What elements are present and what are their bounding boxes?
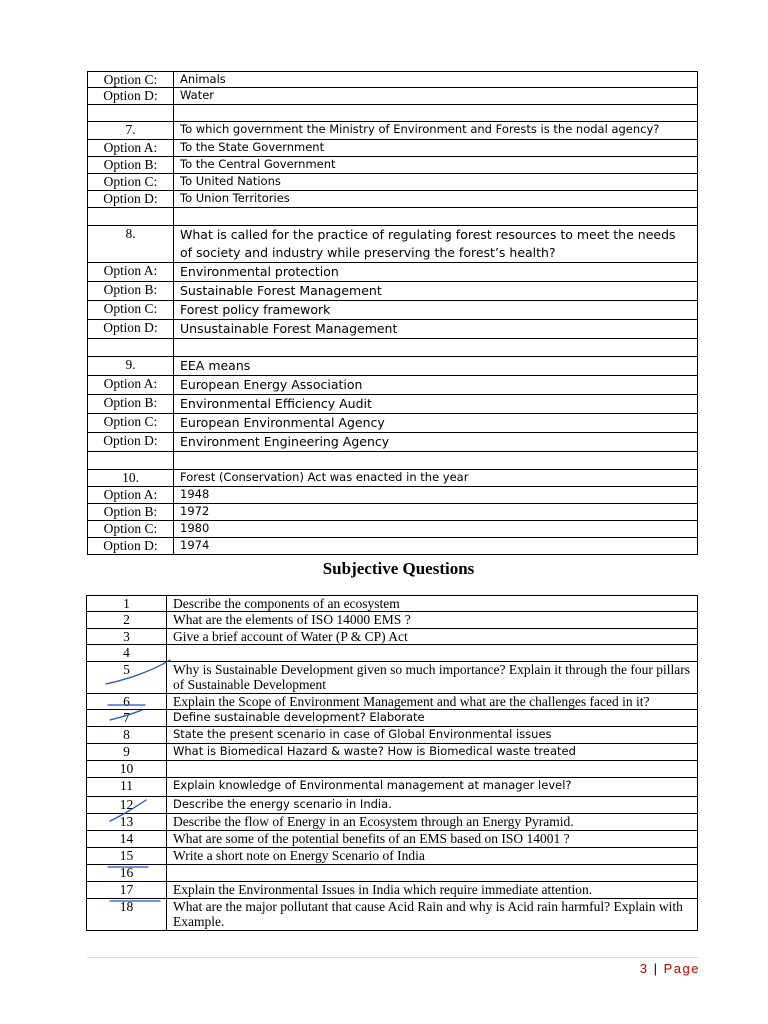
mcq-row	[88, 72, 698, 88]
question-text: What is Biomedical Hazard & waste? How is Biomedical waste treated	[167, 744, 698, 761]
page-footer	[640, 961, 700, 976]
subjective-row	[87, 761, 698, 778]
subjective-row	[87, 778, 698, 797]
subjective-row	[87, 899, 698, 931]
mcq-row	[88, 263, 698, 282]
mcq-row	[88, 414, 698, 433]
mcq-text: To the Central Government	[174, 157, 698, 174]
mcq-text: To United Nations	[174, 174, 698, 191]
question-text: Define sustainable development? Elaborate	[167, 710, 698, 727]
mcq-text: 1980	[174, 521, 698, 538]
question-number: 1	[87, 596, 167, 612]
mcq-text: Forest (Conservation) Act was enacted in the year	[174, 470, 698, 487]
mcq-label: Option B:	[88, 282, 174, 301]
question-text: Explain knowledge of Environmental management at manager level?	[167, 778, 698, 797]
subjective-row	[87, 710, 698, 727]
mcq-text	[174, 105, 698, 122]
mcq-label: 8.	[88, 226, 174, 263]
mcq-text: Forest policy framework	[174, 301, 698, 320]
question-number: 15	[87, 848, 167, 865]
mcq-label	[88, 208, 174, 226]
subjective-row	[87, 814, 698, 831]
mcq-label: Option B:	[88, 395, 174, 414]
mcq-row	[88, 538, 698, 555]
subjective-row	[87, 694, 698, 710]
mcq-text: Environmental protection	[174, 263, 698, 282]
mcq-text: Unsustainable Forest Management	[174, 320, 698, 339]
mcq-label: Option D:	[88, 191, 174, 208]
page-label: Page	[663, 961, 700, 976]
mcq-text: 1974	[174, 538, 698, 555]
mcq-text: European Energy Association	[174, 376, 698, 395]
question-text: What are the elements of ISO 14000 EMS ?	[167, 612, 698, 629]
question-number: 5	[87, 662, 167, 694]
page-separator: |	[653, 961, 659, 976]
mcq-label: 7.	[88, 122, 174, 140]
mcq-label: Option D:	[88, 88, 174, 105]
mcq-row	[88, 521, 698, 538]
mcq-text: Sustainable Forest Management	[174, 282, 698, 301]
mcq-text	[174, 208, 698, 226]
question-text: Write a short note on Energy Scenario of India	[167, 848, 698, 865]
question-number: 18	[87, 899, 167, 931]
mcq-row	[88, 105, 698, 122]
mcq-row	[88, 174, 698, 191]
question-text: State the present scenario in case of Global Environmental issues	[167, 727, 698, 744]
subjective-row	[87, 645, 698, 662]
mcq-row	[88, 88, 698, 105]
subjective-row	[87, 882, 698, 899]
mcq-label: 10.	[88, 470, 174, 487]
question-number: 8	[87, 727, 167, 744]
mcq-label	[88, 339, 174, 357]
mcq-row	[88, 140, 698, 157]
question-text: Describe the flow of Energy in an Ecosystem through an Energy Pyramid.	[167, 814, 698, 831]
question-number: 9	[87, 744, 167, 761]
mcq-text: 1972	[174, 504, 698, 521]
subjective-row	[87, 797, 698, 814]
question-number: 7	[87, 710, 167, 727]
mcq-label	[88, 105, 174, 122]
mcq-row	[88, 301, 698, 320]
question-text: What are the major pollutant that cause Acid Rain and why is Acid rain harmful? Explain with Example.	[167, 899, 698, 931]
mcq-row	[88, 191, 698, 208]
question-number: 2	[87, 612, 167, 629]
mcq-label	[88, 452, 174, 470]
mcq-label: Option A:	[88, 487, 174, 504]
mcq-row	[88, 122, 698, 140]
mcq-text: To the State Government	[174, 140, 698, 157]
subjective-row	[87, 831, 698, 848]
mcq-text	[174, 339, 698, 357]
subjective-row	[87, 865, 698, 882]
subjective-row	[87, 662, 698, 694]
question-text	[167, 761, 698, 778]
question-number: 12	[87, 797, 167, 814]
page-number: 3	[639, 961, 649, 976]
mcq-table	[87, 71, 698, 555]
subjective-row	[87, 596, 698, 612]
mcq-text: European Environmental Agency	[174, 414, 698, 433]
mcq-text: 1948	[174, 487, 698, 504]
mcq-text: What is called for the practice of regulating forest resources to meet the needs of society and industry while preserving the forest’s health?	[174, 226, 698, 263]
question-text: Describe the energy scenario in India.	[167, 797, 698, 814]
question-text: Describe the components of an ecosystem	[167, 596, 698, 612]
question-number: 17	[87, 882, 167, 899]
mcq-label: Option D:	[88, 433, 174, 452]
question-number: 6	[87, 694, 167, 710]
mcq-row	[88, 320, 698, 339]
mcq-label: Option B:	[88, 157, 174, 174]
mcq-row	[88, 208, 698, 226]
mcq-label: Option A:	[88, 140, 174, 157]
question-text	[167, 645, 698, 662]
mcq-text: EEA means	[174, 357, 698, 376]
mcq-text: Environmental Efficiency Audit	[174, 395, 698, 414]
mcq-row	[88, 339, 698, 357]
mcq-text	[174, 452, 698, 470]
question-text: Give a brief account of Water (P & CP) Act	[167, 629, 698, 645]
question-number: 4	[87, 645, 167, 662]
mcq-text: Environment Engineering Agency	[174, 433, 698, 452]
mcq-row	[88, 357, 698, 376]
question-number: 14	[87, 831, 167, 848]
mcq-text: To Union Territories	[174, 191, 698, 208]
mcq-label: Option C:	[88, 174, 174, 191]
question-text	[167, 865, 698, 882]
footer-rule	[87, 957, 698, 958]
mcq-row	[88, 157, 698, 174]
mcq-row	[88, 376, 698, 395]
mcq-label: Option C:	[88, 72, 174, 88]
mcq-label: Option C:	[88, 301, 174, 320]
question-number: 3	[87, 629, 167, 645]
subjective-row	[87, 612, 698, 629]
question-number: 16	[87, 865, 167, 882]
subjective-row	[87, 848, 698, 865]
question-number: 13	[87, 814, 167, 831]
question-number: 10	[87, 761, 167, 778]
subjective-table	[86, 595, 698, 931]
mcq-row	[88, 470, 698, 487]
mcq-label: Option D:	[88, 538, 174, 555]
mcq-label: Option A:	[88, 376, 174, 395]
question-text: What are some of the potential benefits of an EMS based on ISO 14001 ?	[167, 831, 698, 848]
subjective-row	[87, 744, 698, 761]
mcq-row	[88, 226, 698, 263]
mcq-text: To which government the Ministry of Environment and Forests is the nodal agency?	[174, 122, 698, 140]
mcq-row	[88, 395, 698, 414]
mcq-label: Option B:	[88, 504, 174, 521]
mcq-text: Water	[174, 88, 698, 105]
mcq-row	[88, 504, 698, 521]
mcq-row	[88, 433, 698, 452]
subjective-row	[87, 727, 698, 744]
subjective-row	[87, 629, 698, 645]
mcq-text: Animals	[174, 72, 698, 88]
mcq-label: Option C:	[88, 414, 174, 433]
question-text: Why is Sustainable Development given so much importance? Explain it through the four pillars of Sustainable Development	[167, 662, 698, 694]
mcq-label: Option A:	[88, 263, 174, 282]
mcq-row	[88, 282, 698, 301]
mcq-label: Option D:	[88, 320, 174, 339]
question-text: Explain the Scope of Environment Management and what are the challenges faced in it?	[167, 694, 698, 710]
mcq-row	[88, 487, 698, 504]
question-text: Explain the Environmental Issues in India which require immediate attention.	[167, 882, 698, 899]
mcq-label: Option C:	[88, 521, 174, 538]
question-number: 11	[87, 778, 167, 797]
mcq-label: 9.	[88, 357, 174, 376]
subjective-heading: Subjective Questions	[322, 559, 475, 578]
mcq-row	[88, 452, 698, 470]
